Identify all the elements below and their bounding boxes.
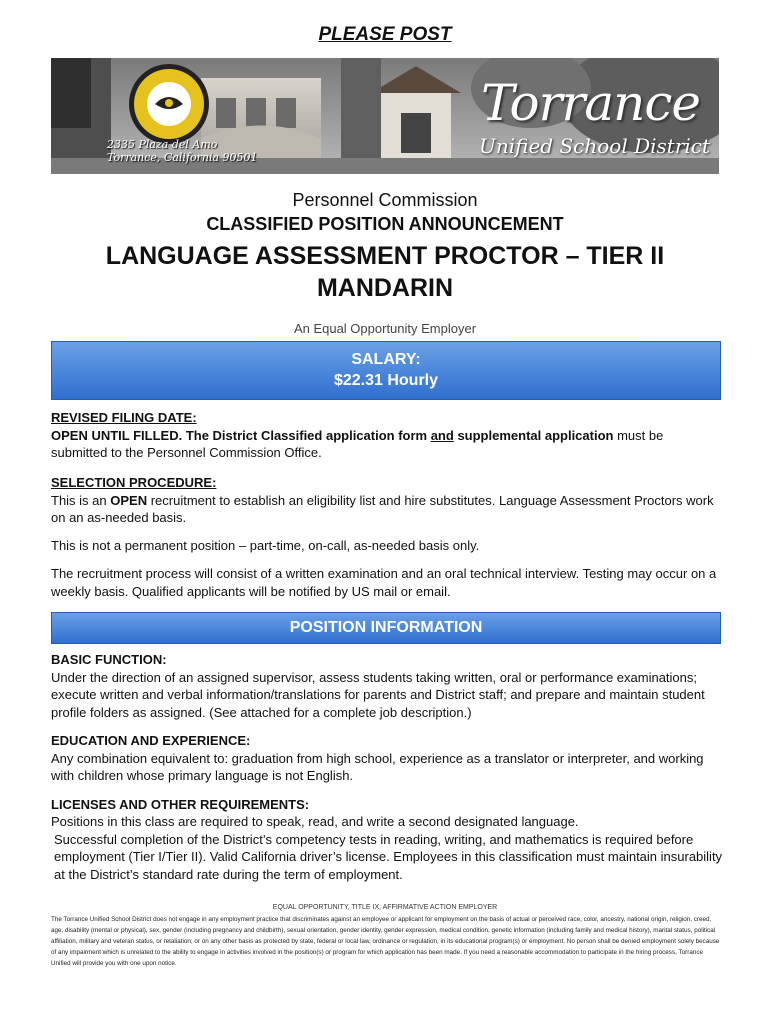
district-address [107, 138, 258, 164]
position-info-section [51, 651, 723, 883]
district-seal-icon [129, 64, 209, 144]
filing-bold-1: OPEN UNTIL FILLED. The District Classified application form [51, 427, 431, 443]
position-title-line-2: MANDARIN [316, 274, 454, 302]
licenses-line-2: Successful completion of the District’s competency tests in reading, writing, and mathematics is required before employment (Tier I/Tier II). Valid California driver’s license. Employees in this classification must maintain insurability at the District’s standard rate during the term of employment. [54, 831, 723, 882]
selection-p1-bold: OPEN [110, 492, 148, 508]
selection-p1-a: This is an [51, 492, 111, 508]
selection-p2: This is not a permanent position – part-time, on-call, as-needed basis only. [51, 537, 480, 553]
education-text: Any combination equivalent to: graduation from high school, experience as a translator or interpreter, and working with children whose primary language is not English. [51, 750, 704, 783]
filing-bold-and: and [430, 427, 454, 443]
filing-rest: must be submitted to the Personnel Commission Office. [51, 427, 664, 460]
selection-heading: SELECTION PROCEDURE: [51, 475, 217, 490]
selection-p3: The recruitment process will consist of a written examination and an oral technical interview. Testing may occur on a weekly basis. Qualified applicants will be notified by US mail or email. [51, 566, 717, 599]
filing-section [51, 409, 723, 462]
district-banner [51, 58, 719, 174]
selection-p1-b: recruitment to establish an eligibility list and hire substitutes. Language Assessment Proctors work on an as-needed basis. [51, 492, 714, 525]
filing-text [51, 427, 723, 462]
position-info-bar: POSITION INFORMATION [51, 612, 721, 644]
education-heading: EDUCATION AND EXPERIENCE: [51, 733, 251, 748]
basic-function-text: Under the direction of an assigned supervisor, assess students taking written, oral or performance examinations; execute written and verbal information/translations for parents and District staff; and prepare and maintain student profile folders as assigned. (See attached for a complete job description.) [51, 669, 705, 720]
filing-bold-2: supplemental application [453, 427, 614, 443]
salary-value: $22.31 Hourly [333, 372, 439, 389]
filing-heading: REVISED FILING DATE: [51, 410, 197, 425]
district-brand-name: Torrance [481, 74, 700, 132]
selection-p1 [51, 492, 723, 527]
basic-function-heading: BASIC FUNCTION: [51, 652, 167, 667]
eoe-tagline: An Equal Opportunity Employer [293, 321, 477, 336]
position-title [0, 240, 770, 304]
announcement-type: CLASSIFIED POSITION ANNOUNCEMENT [206, 214, 564, 234]
address-line-1: 2335 Plaza del Amo [107, 138, 218, 151]
licenses-line-1: Positions in this class are required to speak, read, and write a second designated language. [51, 814, 579, 829]
salary-label: SALARY: [351, 351, 421, 368]
licenses-heading: LICENSES AND OTHER REQUIREMENTS: [51, 796, 310, 812]
commission-name: Personnel Commission [292, 190, 478, 210]
position-title-line-1: LANGUAGE ASSESSMENT PROCTOR – TIER II [105, 242, 665, 270]
district-brand-subtitle: Unified School District [479, 134, 711, 158]
please-post-heading: PLEASE POST [318, 24, 452, 45]
address-line-2: Torrance, California 90501 [107, 151, 258, 164]
footer-title: EQUAL OPPORTUNITY, TITLE IX, AFFIRMATIVE ACTION EMPLOYER [272, 904, 498, 911]
selection-section [51, 474, 723, 600]
footer-nondiscrimination-text: The Torrance Unified School District does not engage in any employment practice that discriminates against an employee or applicant for employment on the basis of actual or perceived race, color, ancestry, national origin, religion, creed, age, disability (mental or physical), sex, gender (including pregnancy and childbirth), sexual orientation, gender identity, gender expression, medical condition, genetic information (including family and medical history), marital status, political affiliation, military and veteran status, or retaliation; or on any other basis as protected by state, federal or local law, ordinance or regulation, in its educational program(s) or employment. No person shall be denied employment solely because of any impairment which is unrelated to the ability to engage in activities involved in the position(s) or program for which application has been made. If you need a reasonable accommodation to participate in the hiring process, Torrance Unified will provide you with one upon notice. [51, 916, 720, 967]
salary-box [51, 341, 721, 400]
